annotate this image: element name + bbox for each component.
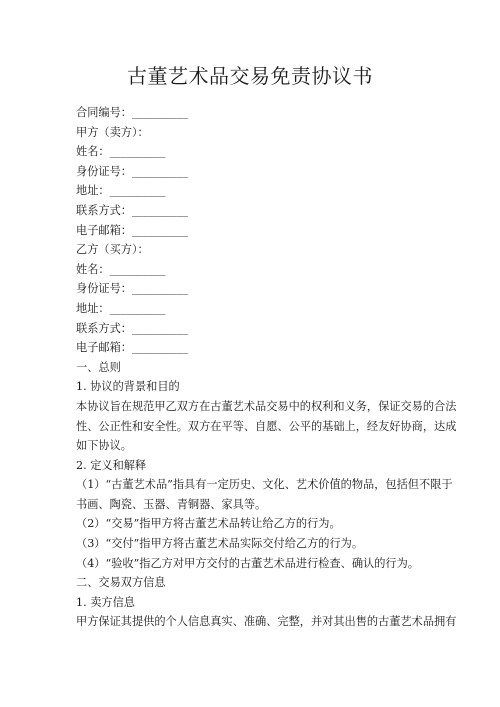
party-a-heading: 甲方（卖方）： [76,125,149,139]
party-b-heading: 乙方（买方）： [76,243,149,257]
definitions-heading: 2. 定义和解释 [76,458,147,472]
definition-item-3: （3）“交付”指甲方将古董艺术品实际交付给乙方的行为。 [76,537,364,551]
paragraph-line: 性、公正性和安全性。双方在平等、自愿、公平的基础上，经友好协商，达成 [76,419,457,433]
party-a-address-field: 地址：__________ [76,184,166,198]
seller-info-paragraph: 甲方保证其提供的个人信息真实、准确、完整，并对其出售的古董艺术品拥有 [76,615,457,629]
party-b-id-field: 身份证号：__________ [76,282,188,296]
paragraph-line: （1）“古董艺术品”指具有一定历史、文化、艺术价值的物品，包括但不限于 [76,478,453,492]
background-purpose-paragraph [76,397,457,456]
party-b-name-field: 姓名：__________ [76,262,166,276]
party-b-email-field: 电子邮箱：__________ [76,341,188,355]
definition-item-1 [76,475,453,514]
section-2-heading: 二、交易双方信息 [76,576,166,590]
party-b-contact-field: 联系方式：__________ [76,321,188,335]
section-1-heading: 一、总则 [76,360,121,374]
party-a-id-field: 身份证号：__________ [76,164,188,178]
party-a-contact-field: 联系方式：__________ [76,203,188,217]
paragraph-line: 书画、陶瓷、玉器、青铜器、家具等。 [76,497,267,511]
document-body [76,103,457,632]
party-b-address-field: 地址：__________ [76,301,166,315]
paragraph-line: 如下协议。 [76,439,132,453]
paragraph-line: 本协议旨在规范甲乙双方在古董艺术品交易中的权利和义务，保证交易的合法 [76,399,457,413]
seller-info-heading: 1. 卖方信息 [76,595,135,609]
party-a-name-field: 姓名：__________ [76,145,166,159]
document-title: 古董艺术品交易免责协议书 [127,64,373,88]
definition-item-4: （4）“验收”指乙方对甲方交付的古董艺术品进行检查、确认的行为。 [76,556,419,570]
definition-item-2: （2）“交易”指甲方将古董艺术品转让给乙方的行为。 [76,517,341,531]
contract-number-field: 合同编号：__________ [76,106,188,119]
background-purpose-heading: 1. 协议的背景和目的 [76,380,180,394]
party-a-email-field: 电子邮箱：__________ [76,223,188,237]
